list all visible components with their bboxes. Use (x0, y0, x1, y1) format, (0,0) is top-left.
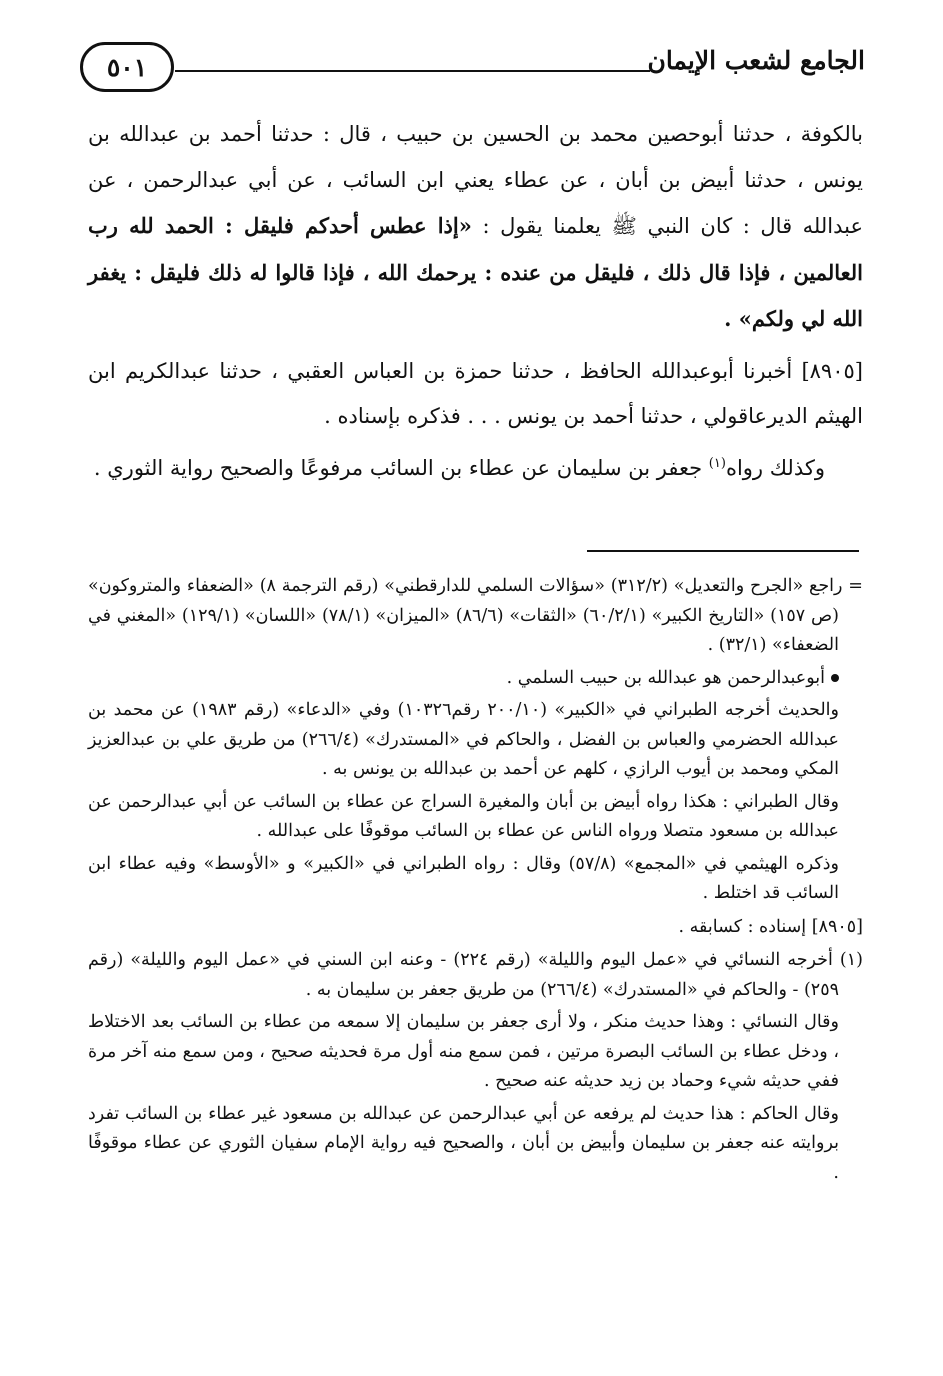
footnote-8905: [٨٩٠٥] إسناده : كسابقه . (678, 916, 863, 937)
footnote-haythami: وذكره الهيثمي في «المجمع» (٥٧/٨) وقال : رواه الطبراني في «الكبير» و «الأوسط» وفيه عطاء ابن السائب قد اختلط . (88, 853, 839, 903)
narration-note (88, 446, 863, 492)
hadith-8905-text: أخبرنا أبوعبدالله الحافظ ، حدثنا حمزة بن العباس العقبي ، حدثنا عبدالكريم ابن الهيثم الديرعاقولي ، حدثنا أحمد بن يونس . . . فذكره بإسناده . (88, 358, 863, 428)
narration-note-start: وكذلك رواه (725, 455, 825, 480)
page-header (80, 38, 865, 98)
footnote-takhrij: والحديث أخرجه الطبراني في «الكبير» (٢٠٠/١٠ رقم١٠٣٢٦) وفي «الدعاء» (رقم ١٩٨٣) عن محمد بن عبدالله الحضرمي والعباس بن الفضل ، والحاكم في «المستدرك» (٢٦٦/٤) من طريق علي بن عبدالعزيز المكي ومحمد بن أيوب الرازي ، كلهم عن أحمد بن عبدالله بن يونس به . (88, 700, 839, 779)
footnote-nasai: وقال النسائي : وهذا حديث منكر ، ولا أرى جعفر بن سليمان إلا سمعه من عطاء بن السائب بعد الاختلاط ، ودخل عطاء بن السائب البصرة مرتين ، فمن سمع منه أول مرة فحديثه صحيح ، ومن سمع منه آخر مرة ففي حديثه شيء وحماد بن زيد حديثه عنه صحيح . (88, 1012, 839, 1091)
isnad-text: بالكوفة ، حدثنا أبوحصين محمد بن الحسين بن حبيب ، قال : حدثنا أحمد بن عبدالله بن يونس ، حدثنا أبيض بن أبان ، عن عطاء يعني ابن السائب ، عن أبي عبدالرحمن ، عن عبدالله قال : كان النبي ﷺ يعلمنا يقول : (88, 122, 863, 238)
hadith-8905 (88, 349, 863, 440)
footnote-1: (١) أخرجه النسائي في «عمل اليوم والليلة» (رقم ٢٢٤) - وعنه ابن السني في «عمل اليوم والليلة» (رقم ٢٥٩) - والحاكم في «المستدرك» (٢٦٦/٤) من طريق جعفر بن سليمان به . (88, 950, 863, 1000)
running-title: الجامع لشعب الإيمان (647, 46, 865, 75)
footnote-tabarani: وقال الطبراني : هكذا رواه أبيض بن أبان والمغيرة السراج عن عطاء بن السائب عن أبي عبدالرحمن عن عبدالله بن مسعود متصلا ورواه الناس عن عطاء بن السائب موقوفًا على عبدالله . (88, 791, 839, 841)
bullet-icon (831, 674, 839, 682)
main-text (88, 112, 863, 497)
footnote-divider (587, 550, 859, 552)
hadith-paragraph (88, 112, 863, 343)
footnote-bullet (88, 664, 863, 694)
page-number: ٥٠١ (80, 42, 174, 92)
footnote-continued: = راجع «الجرح والتعديل» (٣١٢/٢) «سؤالات السلمي للدارقطني» (رقم الترجمة ٨) «الضعفاء والمتروكون» (ص ١٥٧) «التاريخ الكبير» (٦٠/٢/١) «الثقات» (٨٦/٦) «الميزان» (٧٨/١) «اللسان» (١٢٩/١) «المغني في الضعفاء» (٣٢/١) . (88, 576, 863, 655)
footnotes (88, 572, 863, 1191)
footnote-bullet-text: أبوعبدالرحمن هو عبدالله بن حبيب السلمي . (506, 667, 825, 688)
hadith-matn: «إذا عطس أحدكم فليقل : الحمد لله رب العالمين ، فإذا قال ذلك ، فليقل من عنده : يرحمك الله ، فإذا قالوا له ذلك فليقل : يغفر الله لي ولكم» . (88, 213, 863, 331)
header-rule (175, 70, 650, 72)
narration-note-end: جعفر بن سليمان عن عطاء بن السائب مرفوعًا والصحيح رواية الثوري . (93, 455, 703, 480)
footnote-ref-1[interactable]: (١) (708, 455, 726, 471)
hadith-number: [٨٩٠٥] (801, 358, 863, 383)
footnote-hakim: وقال الحاكم : هذا حديث لم يرفعه عن أبي عبدالرحمن عن عبدالله بن مسعود غير عطاء بن السائب تفرد بروايته عنه جعفر بن سليمان وأبيض بن أبان ، والصحيح فيه رواية الإمام سفيان الثوري عن عطاء موقوفًا . (88, 1103, 839, 1183)
